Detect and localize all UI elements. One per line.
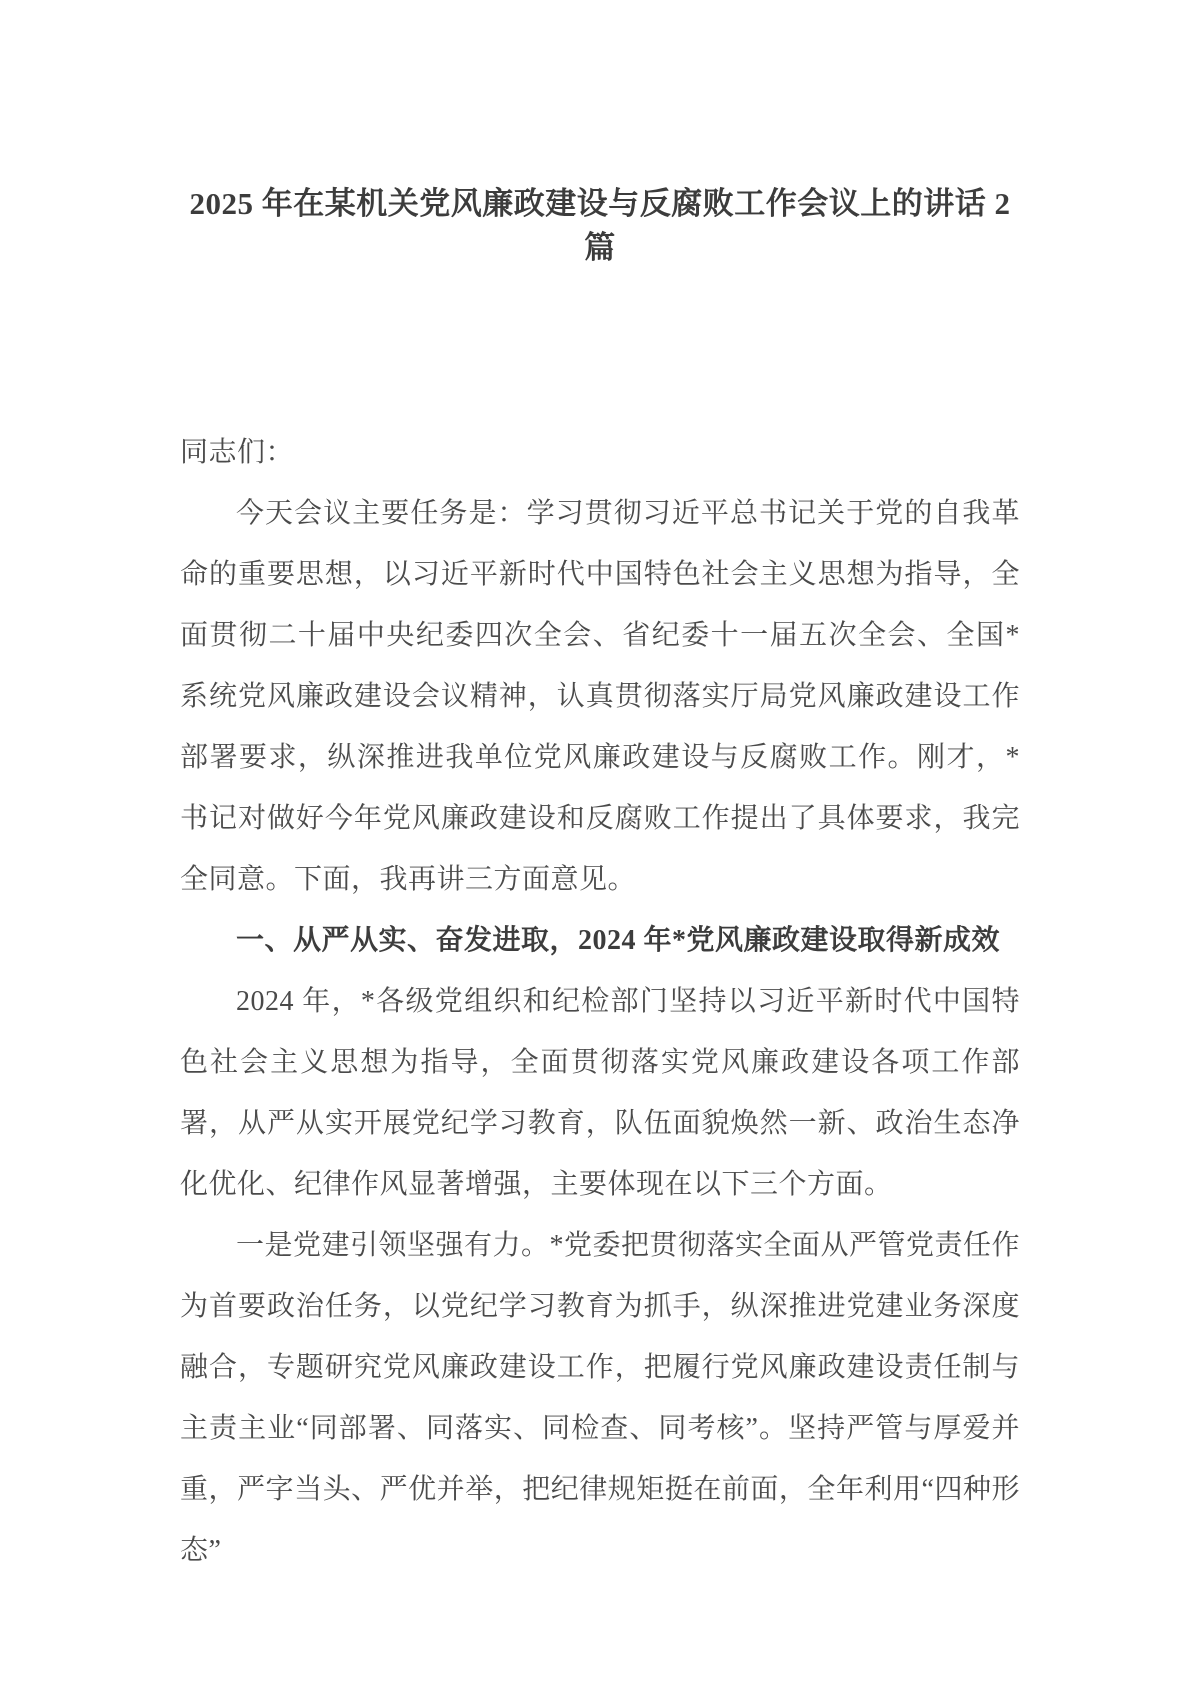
paragraph-intro: 今天会议主要任务是：学习贯彻习近平总书记关于党的自我革命的重要思想，以习近平新时代中国特色社会主义思想为指导，全面贯彻二十届中央纪委四次全会、省纪委十一届五次全会、全国*系统党风廉政建设会议精神，认真贯彻落实厅局党风廉政建设工作部署要求，纵深推进我单位党风廉政建设与反腐败工作。刚才，*书记对做好今年党风廉政建设和反腐败工作提出了具体要求，我完全同意。下面，我再讲三方面意见。	[180, 498, 1020, 895]
document-title: 2025 年在某机关党风廉政建设与反腐败工作会议上的讲话 2 篇	[189, 186, 1011, 265]
paragraph-2024-review: 2024 年，*各级党组织和纪检部门坚持以习近平新时代中国特色社会主义思想为指导，全面贯彻落实党风廉政建设各项工作部署，从严从实开展党纪学习教育，队伍面貌焕然一新、政治生态净化优化、纪律作风显著增强，主要体现在以下三个方面。	[180, 986, 1020, 1200]
section-heading-1: 一、从严从实、奋发进取，2024 年*党风廉政建设取得新成效	[236, 925, 1001, 956]
paragraph-point-one: 一是党建引领坚强有力。*党委把贯彻落实全面从严管党责任作为首要政治任务，以党纪学习教育为抓手，纵深推进党建业务深度融合，专题研究党风廉政建设工作，把履行党风廉政建设责任制与主责主业“同部署、同落实、同检查、同考核”。坚持严管与厚爱并重，严字当头、严优并举，把纪律规矩挺在前面，全年利用“四种形态”	[180, 1230, 1021, 1566]
salutation: 同志们：	[180, 437, 295, 468]
document-body	[180, 422, 1020, 1581]
